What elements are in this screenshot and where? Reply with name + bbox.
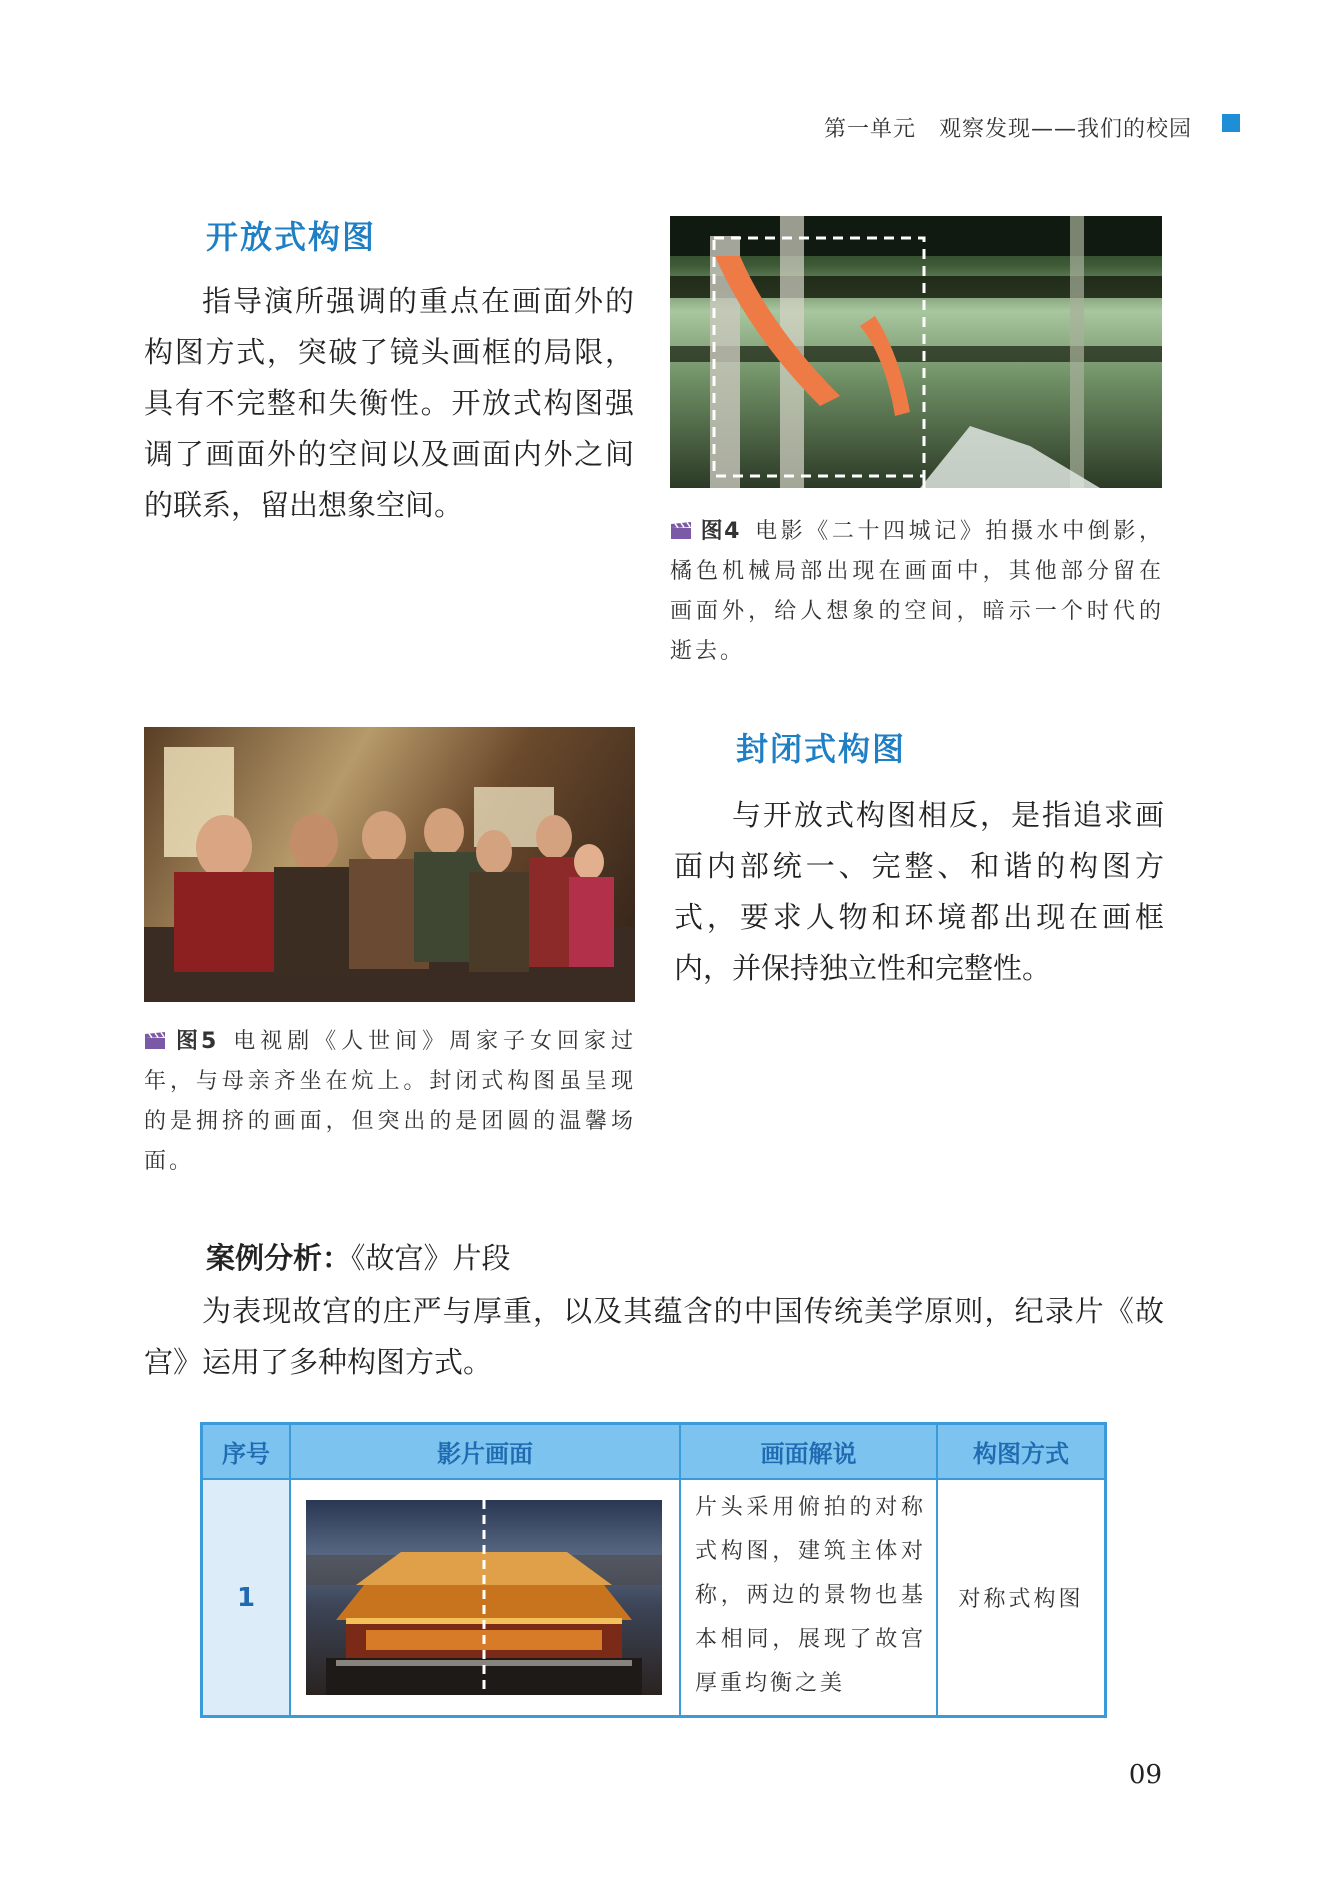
open-composition-paragraph: 指导演所强调的重点在画面外的构图方式，突破了镜头画框的局限，具有不完整和失衡性。开放式构图强调了画面外的空间以及画面内外之间的联系，留出想象空间。 xyxy=(144,284,634,522)
clapperboard-icon xyxy=(144,1032,166,1050)
figure5-caption: 电视剧《人世间》周家子女回家过年，与母亲齐坐在炕上。封闭式构图虽呈现的是拥挤的画面，但突出的是团圆的温馨场面。 xyxy=(144,1029,636,1174)
figure5-caption-block xyxy=(144,1022,636,1182)
figure4-caption: 电影《二十四城记》拍摄水中倒影，橘色机械局部出现在画面中，其他部分留在画面外，给人想象的空间，暗示一个时代的逝去。 xyxy=(670,519,1164,664)
figure4-photo xyxy=(670,216,1162,488)
clapperboard-icon xyxy=(670,522,692,540)
closed-composition-title: 封闭式构图 xyxy=(736,730,907,768)
case-analysis-paragraph: 为表现故宫的庄严与厚重，以及其蕴含的中国传统美学原则，纪录片《故宫》运用了多种构图方式。 xyxy=(144,1294,1164,1379)
case-analysis-heading xyxy=(206,1236,511,1280)
figure5-label: 图5 xyxy=(174,1029,218,1054)
table-header-method: 构图方式 xyxy=(938,1425,1104,1478)
page-number: 09 xyxy=(1128,1760,1162,1790)
header-accent-square xyxy=(1222,114,1240,132)
table-header-explanation: 画面解说 xyxy=(681,1425,938,1478)
case-analysis-label: 案例分析： xyxy=(206,1241,352,1275)
palace-frame-image xyxy=(306,1500,662,1695)
case-analysis-subject: 《故宫》片段 xyxy=(351,1241,511,1275)
figure4-caption-block xyxy=(670,512,1164,672)
figure4-label: 图4 xyxy=(700,519,741,544)
table-header-index: 序号 xyxy=(203,1425,291,1478)
table-cell-index: 1 xyxy=(203,1480,291,1715)
table-header-frame: 影片画面 xyxy=(291,1425,681,1478)
table-cell-explanation: 片头采用俯拍的对称式构图，建筑主体对称，两边的景物也基本相同，展现了故宫厚重均衡之美 xyxy=(681,1480,938,1715)
closed-composition-paragraph: 与开放式构图相反，是指追求画面内部统一、完整、和谐的构图方式，要求人物和环境都出现在画框内，并保持独立性和完整性。 xyxy=(674,798,1164,985)
table-cell-method: 对称式构图 xyxy=(958,1587,1084,1612)
running-header: 第一单元 观察发现——我们的校园 xyxy=(823,117,1192,142)
open-composition-title: 开放式构图 xyxy=(206,218,377,256)
figure5-photo xyxy=(144,727,635,1002)
